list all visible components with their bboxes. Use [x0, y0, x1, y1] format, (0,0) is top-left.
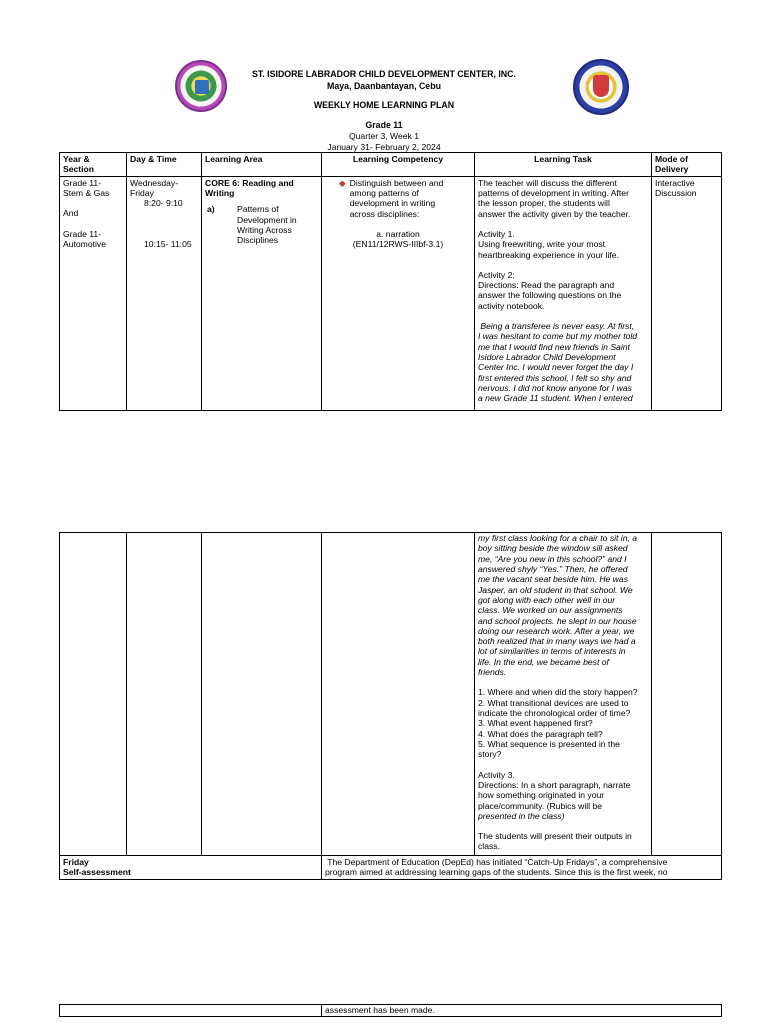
- date-range: January 31- February 2, 2024: [327, 142, 441, 152]
- col-learning-area: Learning Area: [202, 153, 322, 177]
- learning-task-cell: The teacher will discuss the different patterns of development in writing. After the lesson proper, the students will answer the activity given by the teacher. Activity 1. Using freewriting, write your most heartbreaking experience in your life. Activity 2: Directions: Read the paragraph and answer the following questions on the activity notebook. Being a transferee is never easy. At first, I was hesitant to come but my mother told me that I would find new friends in Saint Isidore Labrador Child Development Center Inc. I would never forget the day I first entered this school, I felt so shy and nervous. I did not know anyone for I was a new Grade 11 student. When I entered: [475, 176, 652, 410]
- year-section-cell-cont: [60, 533, 127, 856]
- bullet-icon: ◆: [339, 177, 346, 188]
- col-mode-of-delivery: Mode of Delivery: [652, 153, 722, 177]
- day-time-cell-cont: [127, 533, 202, 856]
- year-section-cell: Grade 11- Stem & Gas And Grade 11- Automotive: [60, 176, 127, 410]
- mode-of-delivery-cell-cont: [652, 533, 722, 856]
- col-learning-task: Learning Task: [475, 153, 652, 177]
- learning-plan-table-page2: [59, 532, 722, 880]
- plan-title: WEEKLY HOME LEARNING PLAN: [313, 100, 455, 110]
- learning-area-cell: CORE 6: Reading and Writing a) Patterns of Development in Writing Across Disciplines: [202, 176, 322, 410]
- learning-task-cell-cont: my first class looking for a chair to sit in, a boy sitting beside the window sill asked me, “Are you new in this school?” and I answered shyly “Yes.” Then, he offered me the vacant seat beside him. He was Jasper, an old student in that school. We got along with each other well in our class. We worked on our assignments and school projects. he slept in our house doing our research work. After a year, we both realized that in many ways we had a lot of similarities in terms of interests in life. In the end, we became best of friends. 1. Where and when did the story happen? 2. What transitional devices are used to indicate the chronological order of time? 3. What event happened first? 4. What does the paragraph tell? 5. What sequence is presented in the story? Activity 3. Directions: In a short paragraph, narrate how something originated in your place/community. (Rubics will be presented in the class) The students will present their outputs in class.: [475, 533, 652, 856]
- col-year-section: Year & Section: [60, 153, 127, 177]
- learning-competency-cell-cont: [322, 533, 475, 856]
- school-address: Maya, Daanbantayan, Cebu: [327, 81, 441, 91]
- quarter-week: Quarter 3, Week 1: [348, 131, 420, 141]
- col-learning-competency: Learning Competency: [322, 153, 475, 177]
- col-day-time: Day & Time: [127, 153, 202, 177]
- day-time-cell: Wednesday- Friday 8:20- 9:10 10:15- 11:05: [127, 176, 202, 410]
- friday-self-assessment-label: Friday Self-assessment: [60, 856, 322, 880]
- friday-label-cell-cont: [60, 1005, 322, 1017]
- mode-of-delivery-cell: Interactive Discussion: [652, 176, 722, 410]
- school-name: ST. ISIDORE LABRADOR CHILD DEVELOPMENT CENTER, INC.: [252, 69, 516, 79]
- learning-plan-table-page1: [59, 152, 722, 411]
- learning-plan-table-page3: [59, 1004, 722, 1017]
- friday-text-cont: assessment has been made.: [322, 1005, 722, 1017]
- grade-title: Grade 11: [365, 120, 403, 130]
- learning-area-cell-cont: [202, 533, 322, 856]
- learning-competency-cell: ◆ Distinguish between and among patterns of development in writing across disciplines: a. narration (EN11/12RWS-IIIbf-3.1): [322, 176, 475, 410]
- friday-self-assessment-text: The Department of Education (DepEd) has initiated “Catch-Up Fridays”, a comprehensive program aimed at addressing learning gaps of the students. Since this is the first week, no: [322, 856, 722, 880]
